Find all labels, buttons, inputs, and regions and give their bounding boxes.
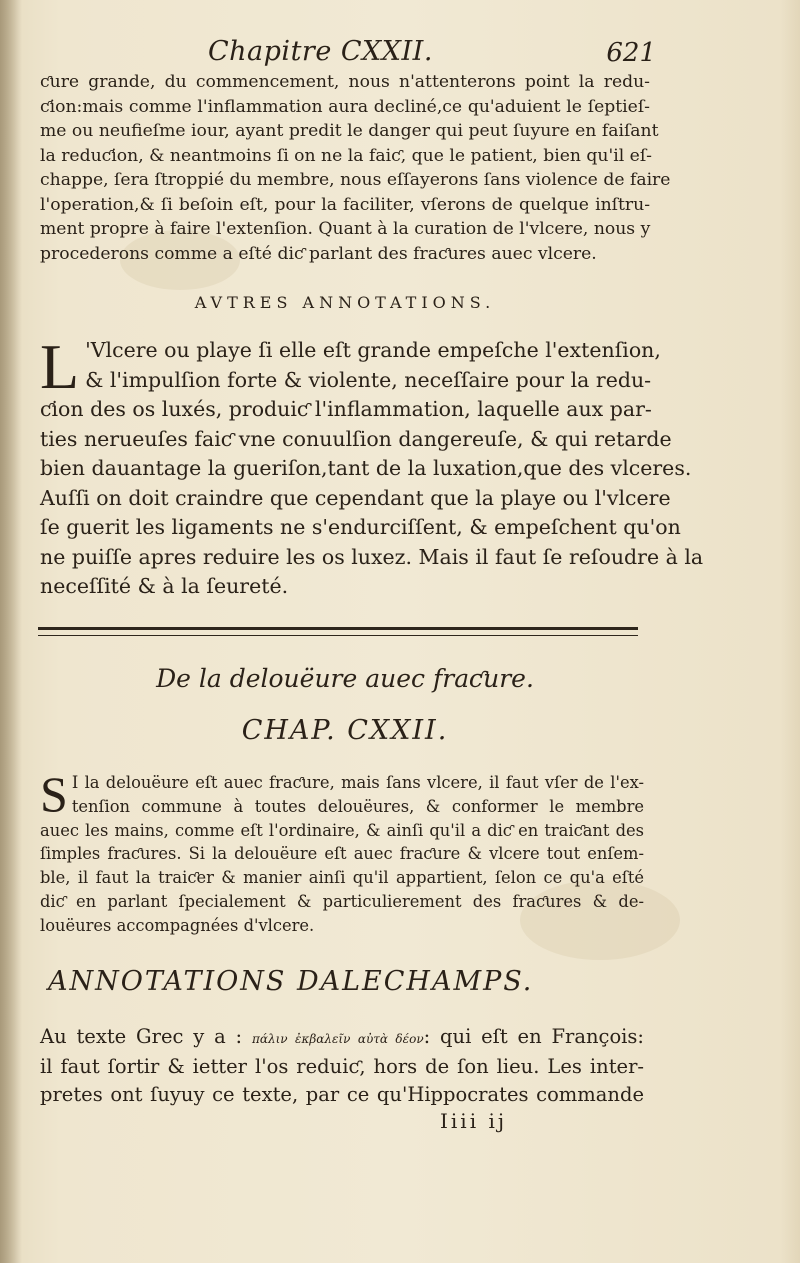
signature-mark: Iiii ij — [440, 1109, 508, 1133]
text-line: diƈ en parlant ſpecialement & particulierement des fraƈures & de- — [40, 891, 644, 911]
text-line: procederons comme a eſté diƈ parlant des fraƈures auec vlcere. — [40, 243, 597, 264]
text-line: & l'impulſion forte & violente, neceſſaire pour la redu- — [85, 367, 652, 392]
text-fragment: : qui eſt en François: — [423, 1025, 644, 1048]
greek-quotation: πάλιν ἐκβαλεῖν αὐτὰ δέον — [251, 1032, 424, 1046]
paragraph-2 — [40, 331, 704, 602]
text-line: auec les mains, comme eſt l'ordinaire, & ainſi qu'il a diƈ en traiƈant des — [40, 820, 644, 840]
text-line: 'Vlcere ou playe ſi elle eſt grande empeſche l'extenſion, — [85, 338, 661, 362]
text-line: neceſſité & à la ſeureté. — [40, 574, 289, 598]
text-line: la reduƈion, & neantmoins ſi on ne la faiƈ, que le patient, bien qu'il eſ- — [40, 145, 652, 166]
text-line: pretes ont ſuyuy ce texte, par ce qu'Hippocrates commande — [40, 1083, 644, 1106]
text-line: ſe guerit les ligaments ne s'endurciſſent, & empeſchent qu'on — [40, 515, 681, 539]
text-fragment: Au texte Grec y a : — [40, 1025, 243, 1048]
paragraph-3 — [40, 766, 644, 938]
gutter-shadow — [0, 0, 22, 1263]
chapter-number: CHAP. CXXII. — [241, 715, 449, 746]
text-line: ſimples fraƈures. Si la delouëure eſt auec fraƈure & vlcere tout enſem- — [40, 844, 644, 864]
text-line: ties nerueuſes faiƈ vne conuulſion dangereuſe, & qui retarde — [40, 426, 672, 451]
text-line: ƈure grande, du commencement, nous n'attenterons point la redu- — [40, 72, 650, 92]
text-line: ble, il faut la traiƈer & manier ainſi qu'il appartient, ſelon ce qu'a eſté — [40, 868, 644, 888]
running-head-title: Chapitre CXXII. — [208, 36, 433, 67]
paragraph-1 — [40, 70, 671, 266]
paragraph-4 — [40, 1023, 644, 1109]
text-line: ƈion des os luxés, produiƈ l'inflammation, laquelle aux par- — [40, 397, 652, 421]
text-line: Auſſi on doit craindre que cependant que la playe ou l'vlcere — [40, 485, 671, 510]
text-line: me ou neufieſme iour, ayant predit le danger qui peut ſuyure en faiſant — [40, 121, 659, 141]
drop-cap: L — [40, 331, 80, 402]
text-line: ment propre à faire l'extenſion. Quant à la curation de l'vlcere, nous y — [40, 219, 651, 239]
text-line: I la delouëure eſt auec fraƈure, mais ſans vlcere, il faut vſer de l'ex- — [71, 773, 644, 792]
text-line: tenſion commune à toutes delouëures, & conformer le membre — [71, 796, 644, 816]
text-line: il faut ſortir & ietter l'os reduiƈ, hors de ſon lieu. Les inter- — [40, 1055, 644, 1078]
chapter-title: De la delouëure auec fraƈure. — [156, 664, 534, 693]
drop-cap: S — [40, 766, 68, 822]
text-line: ƈion:mais comme l'inflammation aura decliné,ce qu'aduient le ſeptieſ- — [40, 96, 650, 117]
text-line: l'operation,& ſi beſoin eſt, pour la faciliter, vſerons de quelque inſtru- — [40, 194, 650, 215]
text-line: ne puiſſe apres reduire les os luxez. Mais il faut ſe reſoudre à la — [40, 544, 704, 569]
text-line: louëures accompagnées d'vlcere. — [40, 915, 315, 935]
section-divider-rule — [38, 627, 638, 636]
page-number: 621 — [606, 38, 656, 68]
section-heading-annotations-dalechamps: ANNOTATIONS DALECHAMPS. — [48, 966, 534, 997]
text-line: chappe, ſera ſtroppié du membre, nous eſſayerons ſans violence de faire — [40, 170, 671, 190]
text-line: bien dauantage la gueriſon,tant de la luxation,que des vlceres. — [40, 456, 692, 480]
section-heading-autres-annotations: AVTRES ANNOTATIONS. — [194, 293, 496, 312]
text-line — [40, 1023, 644, 1053]
running-head — [60, 36, 660, 70]
